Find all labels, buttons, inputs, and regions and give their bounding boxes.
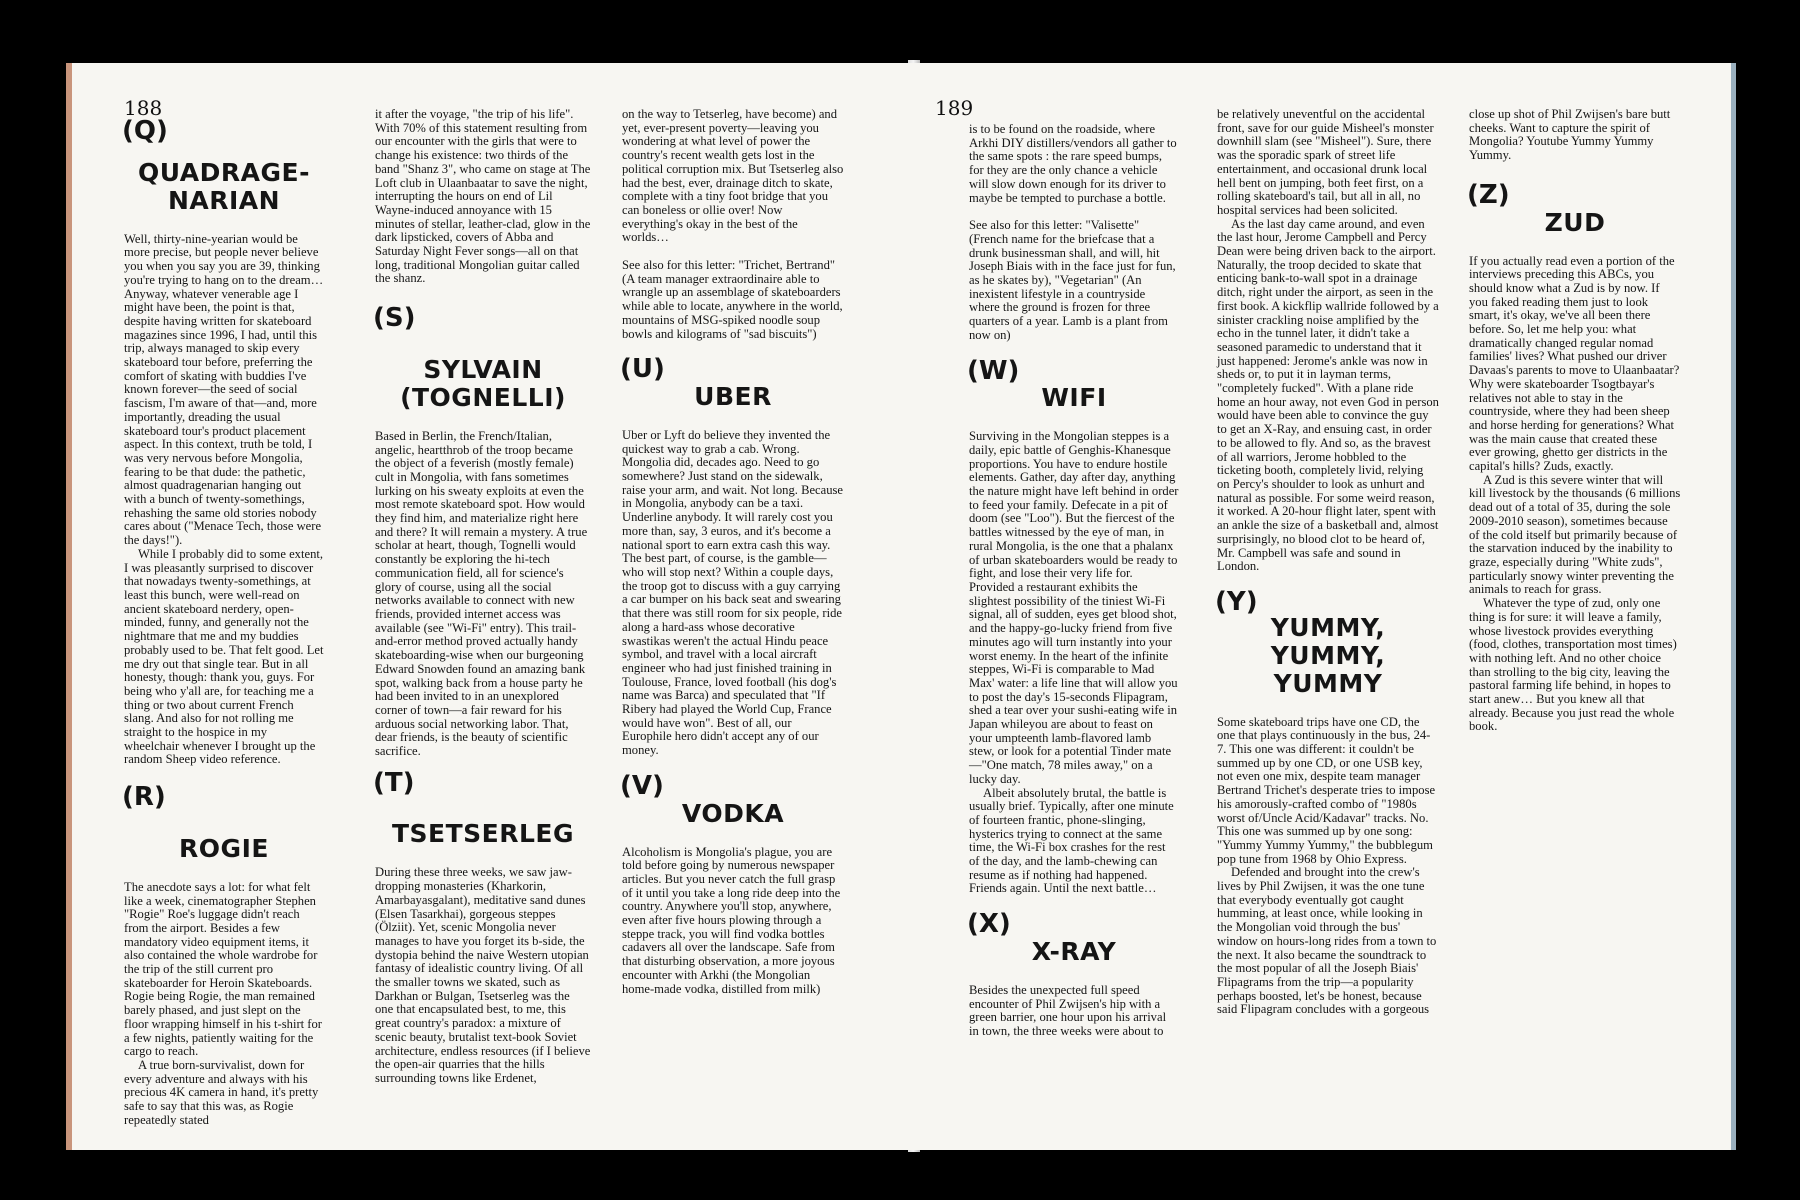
column-5 — [1217, 108, 1439, 1017]
page-number: 189 — [935, 96, 974, 120]
entry-paragraph: it after the voyage, "the trip of his life". With 70% of this statement resulting from our encounter with the girls that were to change his existence: two thirds of the band "Shanz 3", who came on stage at The Loft club in Ulaanbaatar to save the night, interrupting the hours on end of Lil Wayne-induced annoyance with 15 minutes of stellar, leather-clad, glow in the dark lipsticked, covers of Abba and Saturday Night Fever songs—all on that long, traditional Mongolian guitar called the shanz. — [375, 107, 591, 286]
letter-heading-q: (Q) — [122, 116, 168, 146]
column-2 — [375, 108, 591, 1086]
entry-paragraph: If you actually read even a portion of the interviews preceding this ABCs, you should know what a Zud is by now. If you faked reading them just to look smart, it's okay, we've all been there before. So, let me help you: what dramatically changed regular nomad families' lives? What pushed our driver Davaas's parents to move to Ulaanbaatar? Why were skateboarder Tsogtbayar's relatives not able to stay in the countryside, where they had been sheep and horse herding for generations? What was the main cause that created these ever growing, ghetto ger districts in the capital's hills? Zuds, exactly. — [1469, 253, 1680, 474]
entry-paragraph: During these three weeks, we saw jaw-dropping monasteries (Kharkorin, Amarbayasgalant), meditative sand dunes (Elsen Tasarkhai), gorgeous steppes (Ölziit). Yet, scenic Mongolia never manages to have you forget its b-side, the dystopia behind the naive Western utopian fantasy of idealistic country living. Of all the smaller towns we skated, such as Darkhan or Bulgan, Tsetserleg was the one that encapsulated best, to me, this great country's paradox: a mixture of scenic beauty, brutalist text-book Soviet architecture, endless resources (if I believe the open-air quarries that the hills surrounding towns like Erdenet, — [375, 865, 591, 1085]
left-page — [66, 63, 917, 1150]
see-also-note: See also for this letter: "Valisette" (French name for the briefcase that a drunk businessman shall, and will, hit Joseph Biais with in the face just for fun, as he skates by), "Vegetarian" (An inexistent lifestyle in a countryside where the ground is frozen for three quarters of a year. Lamb is a plant from now on) — [969, 218, 1176, 342]
entry-paragraph: on the way to Tetserleg, have become) and yet, ever-present poverty—leaving you wondering at what level of power the country's recent wealth gets lost in the political corruption mix. But Tsetserleg also had the best, ever, drainage ditch to skate, complete with a tiny foot bridge that you can boneless or ollie over! Now everything's okay in the best of the worlds… — [622, 107, 844, 245]
column-1 — [122, 116, 324, 1127]
column-3 — [622, 108, 844, 996]
entry-title-x-ray: X-RAY — [1031, 936, 1117, 966]
entry-paragraph: close up shot of Phil Zwijsen's bare butt cheeks. Want to capture the spirit of Mongolia? Youtube Yummy Yummy Yummy. — [1469, 107, 1671, 163]
entry-title-tsetserleg: TSETSERLEG — [391, 819, 575, 849]
entry-paragraph: is to be found on the roadside, where Arkhi DIY distillers/vendors all gather to the same spots : the rare speed bumps, for they are the only chance a vehicle will slow down enough for its driver to maybe be tempted to purchase a bottle. — [969, 122, 1177, 205]
entry-title-rogie: ROGIE — [179, 833, 269, 863]
entry-paragraph: Whatever the type of zud, only one thing is for sure: it will leave a family, whose livestock provides everything (food, clothes, transportation most times) with nothing left. And no other choice than strolling to the big city, leaving the pastoral farming life behind, in hopes to start anew… But you knew all that already. Because you just read the whole book. — [1469, 596, 1677, 734]
letter-heading-y: (Y) — [1215, 586, 1258, 617]
entry-paragraph: While I probably did to some extent, I was pleasantly surprised to discover that nowadays twenty-somethings, at least this bunch, were well-read on ancient skateboard nerdery, open-minded, funny, and generally not the nightmare that me and my buddies probably used to be. That felt good. Let me dry out that single tear. But in all honesty, though: thank you, guys. For being who y'all are, for teaching me a thing or two about current French slang. And also for not rolling me straight to the hospice in my wheelchair whenever I brought up the random Sheep video reference. — [124, 546, 324, 767]
entry-title-sylvain: SYLVAIN (TOGNELLI) — [400, 354, 566, 412]
entry-paragraph: Based in Berlin, the French/Italian, angelic, heartthrob of the troop became the object of a feverish (mostly female) cult in Mongolia, with fans sometimes lurking on his sweaty exploits at even the most remote skateboard spot. How would they find him, and materialize right here and there? It will remain a mystery. A true scholar at heart, though, Tognelli would constantly be exploring the hi-tech communication field, all for science's glory of course, using all the social networks available to connect with new friends, provided internet access was available (see "Wi-Fi" entry). This trail-and-error method proved actually handy skateboarding-wise when our burgeoning Edward Snowden found an amazing bank spot, walking back from a house party he had been invited to in an unexplored corner of town—a fair reward for his arduous social networking labor. That, dear friends, is the beauty of scientific sacrifice. — [375, 428, 588, 759]
entry-paragraph: Some skateboard trips have one CD, the one that plays continuously in the bus, 24-7. This one was different: it couldn't be summed up by one CD, or one USB key, not even one mix, despite team manager Bertrand Trichet's desperate tries to impose his amorously-crafted combo of "1980s worst of/Uncle Acid/Kadavar" tracks. No. This one was summed up by one song: "Yummy Yummy Yummy," the bubblegum pop tune from 1968 by Ohio Express. — [1217, 714, 1436, 866]
entry-paragraph: A true born-survivalist, down for every adventure and always with his precious 4K camera in hand, it's pretty safe to say that this was, as Rogie repeatedly stated — [124, 1057, 319, 1127]
entry-title-vodka: VODKA — [681, 798, 785, 828]
entry-paragraph: Defended and brought into the crew's lives by Phil Zwijsen, it was the one tune that everybody eventually got caught humming, at least once, while looking in the Mongolian void through the bus' window on hours-long rides from a town to the next. It also became the soundtrack to the most popular of all the Joseph Biais' Flipagrams from the trip—a popularity perhaps boosted, let's be honest, because said Flipagram concludes with a gorgeous — [1217, 865, 1437, 1017]
entry-title-uber: UBER — [694, 381, 772, 411]
column-4 — [969, 123, 1179, 1039]
entry-paragraph: Surviving in the Mongolian steppes is a daily, epic battle of Genghis-Khanesque proportions. You have to endure hostile elements. Gather, day after day, anything the nature might have left behind in order to feed your family. Defecate in a pit of doom (see "Loo"). But the fiercest of the battles witnessed by the eye of man, in rural Mongolia, is the one that a phalanx of urban skateboarders would be ready to fight, and lose their very life for. Provided a restaurant exhibits the slightest possibility of the tiniest Wi-Fi signal, all of sudden, eyes get blood shot, and the happy-go-lucky friend from five minutes ago will turn instantly into your worst enemy. In the heart of the infinite steppes, Wi-Fi is comparable to Mad Max' water: a life line that will allow you to post the day's 15-seconds Flipagram, shed a tear over your sushi-eating wife in Japan whileyou are about to feast on your umpteenth lamb-flavored lamb stew, or look for a potential Tinder mate—"One match, 78 miles away," on a lucky day. — [969, 429, 1179, 786]
entry-paragraph: Well, thirty-nine-yearian would be more precise, but people never believe you when you say you are 39, thinking you're trying to hang on to the dream… Anyway, whatever venerable age I might have been, the point is that, despite having written for skateboard magazines since 1996, I had, until this trip, always managed to skip every skateboard tour before, preferring the comfort of skating with buddies I've known forever—the seed of social fascism, I'm aware of that—and, more importantly, dreading the usual skateboard tour's product placement aspect. In this context, truth be told, I was very nervous before Mongolia, fearing to be that dude: the pathetic, almost quadragenarian hanging out with a bunch of twenty-somethings, rehashing the same old stories nobody cares about ("Menace Tech, those were the days!"). — [124, 231, 324, 548]
entry-paragraph: The anecdote says a lot: for what felt like a week, cinematographer Stephen "Rogie" Roe's luggage didn't reach from the airport. Besides a few mandatory video equipment items, it also contained the whole wardrobe for the trip of the still current pro skateboarder for Heroin Skateboards. Rogie being Rogie, the man remained barely phased, and just slept on the floor wrapping himself in his t-shirt for a few nights, patiently waiting for the cargo to reach. — [124, 879, 322, 1059]
entry-paragraph: A Zud is this severe winter that will kill livestock by the thousands (6 millions dead out of a total of 35, during the sole 2009-2010 season), sometimes because of the cold itself but primarily because of the starvation induced by the inability to graze, especially during "White zuds", particularly snowy winter preventing the animals to reach for grass. — [1469, 472, 1681, 597]
entry-title-wifi: WIFI — [1041, 383, 1107, 413]
entry-title-yummy: YUMMY, YUMMY, YUMMY — [1270, 612, 1386, 698]
column-6 — [1469, 108, 1681, 734]
letter-heading-t: (T) — [373, 767, 415, 798]
entry-paragraph: Alcoholism is Mongolia's plague, you are told before going by numerous newspaper articles. But you never catch the full grasp of it until you take a long ride deep into the country. Anywhere you'll stop, anywhere, even after five hours plowing through a steppe track, you will find vodka bottles cadavers all over the landscape. Safe from that disturbing observation, a more joyous encounter with Arkhi (the Mongolian home-made vodka, distilled from milk) — [622, 844, 841, 996]
entry-paragraph: be relatively uneventful on the accidental front, save for our guide Misheel's monster downhill slam (see "Misheel"). Sure, there was the sporadic spark of street life entertainment, and occasional drunk local hell bent on jumping, both feet first, on a rolling skateboard's tail, but all in all, no hospital services had been solicited. — [1217, 107, 1434, 217]
letter-heading-v: (V) — [620, 770, 664, 801]
entry-paragraph: Uber or Lyft do believe they invented the quickest way to grab a cab. Wrong. Mongolia did, decades ago. Need to go somewhere? Just stand on the sidewalk, raise your arm, and wait. Not long. Because in Mongolia, anybody can be a taxi. Underline anybody. It will rarely cost you more than, say, 3 euros, and it's become a national sport to earn extra cash this way. The best part, of course, is the gamble—who will stop next? Within a couple days, the troop got to discuss with a guy carrying a car bumper on his back seat and swearing that there was still room for six people, ride along a hard-ass whose decorative swastikas weren't the actual Hindu peace symbol, and travel with a local aircraft engineer who had just finished training in Toulouse, France, loved football (his dog's name was Barca) and speculated that "If Ribery had played the World Cup, France would have won". Best of all, our Europhile hero didn't accept any of our money. — [622, 427, 844, 758]
letter-heading-s: (S) — [373, 303, 416, 334]
entry-paragraph: Albeit absolutely brutal, the battle is usually brief. Typically, after one minute of fourteen frantic, phone-slinging, hysterics trying to connect at the same time, the Wi-Fi box crashes for the rest of the day, and the lamb-chewing can resume as if nothing had happened. Friends again. Until the next battle… — [969, 785, 1174, 896]
letter-heading-z: (Z) — [1467, 179, 1510, 210]
letter-heading-r: (R) — [122, 782, 166, 813]
letter-heading-x: (X) — [967, 909, 1011, 940]
letter-heading-w: (W) — [967, 355, 1020, 386]
right-page — [917, 63, 1736, 1150]
entry-paragraph: As the last day came around, and even the last hour, Jerome Campbell and Percy Dean were being driven back to the airport. Naturally, the troop decided to skate that enticing bank-to-wall spot in a drainage ditch, right under the airport, as seen in the first book. A kickflip wallride followed by a sinister crackling noise amplified by the echo in the tunnel later, it didn't take a seasoned paramedic to understand that it just happened: Jerome's ankle was now in sheds or, to put it in layman terms, "completely fucked". With a plane ride home an hour away, not even God in person would have been able to convince the guy to get an X-Ray, and ensuing cast, in order to be allowed to fly. And so, as the bravest of all warriors, Jerome hobbled to the ticketing booth, completely livid, relying on Percy's shoulder to look as unhurt and natural as possible. For some weird reason, it worked. A 20-hour flight later, spent with an ankle the size of a basketball and, almost surprisingly, no blood clot to be heard of, Mr. Campbell was safe and sound in London. — [1217, 216, 1439, 574]
letter-heading-u: (U) — [620, 354, 665, 385]
page-number: 188 — [124, 96, 163, 120]
entry-title-zud: ZUD — [1544, 207, 1606, 237]
see-also-note: See also for this letter: "Trichet, Bertrand" (A team manager extraordinaire able to wrangle up an assemblage of skateboarders while able to locate, anywhere in the world, mountains of MSG-spiked noodle soup bowls and kilograms of "sad biscuits") — [622, 258, 843, 341]
entry-paragraph: Besides the unexpected full speed encounter of Phil Zwijsen's hip with a green barrier, one hour upon his arrival in town, the three weeks were about to — [969, 982, 1167, 1038]
entry-title-quadragenarian: QUADRAGE-NARIAN — [138, 157, 310, 215]
